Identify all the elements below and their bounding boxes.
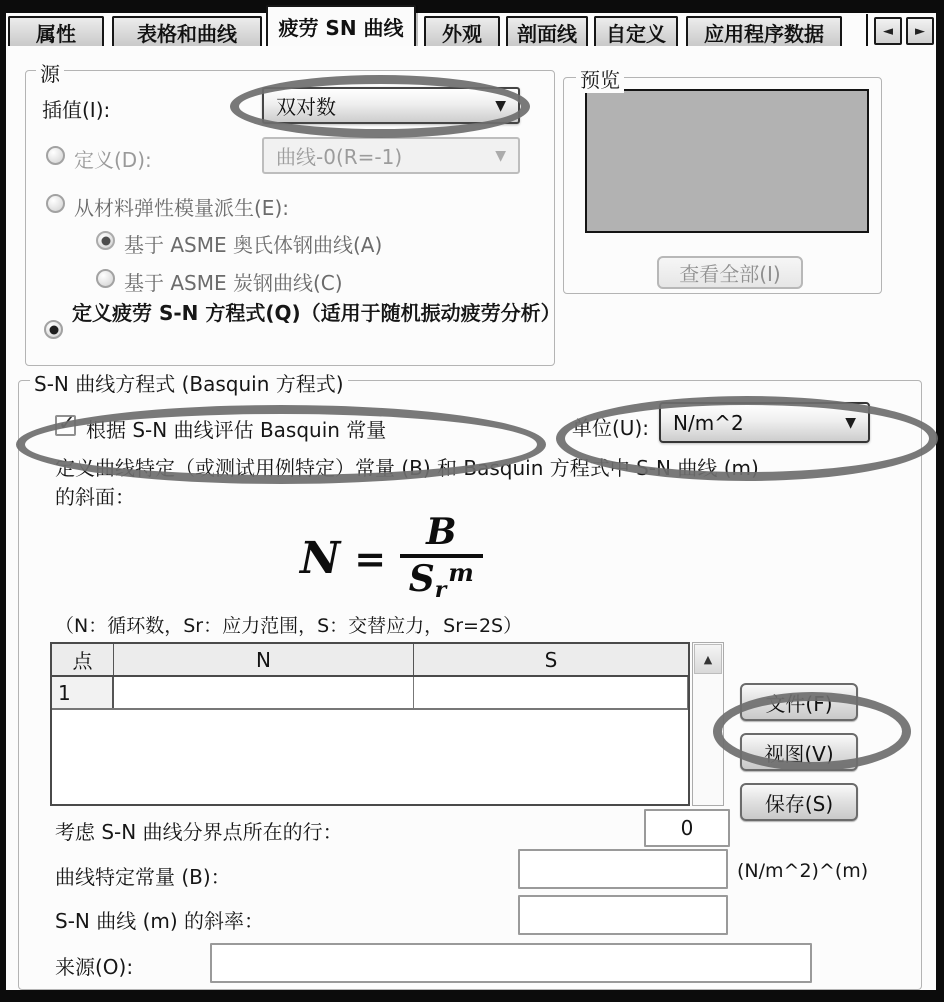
chevron-down-icon: ▼ [495, 97, 506, 114]
origin-label: 来源(O): [55, 955, 134, 979]
constant-b-input[interactable] [518, 849, 728, 889]
breakpoint-row-label: 考虑 S-N 曲线分界点所在的行： [55, 820, 343, 844]
formula-denom-exp: m [448, 558, 474, 587]
interpolation-label: 插值(I): [42, 98, 111, 122]
tab-scroll-left-button[interactable] [874, 17, 902, 45]
table-header-n: N [114, 644, 414, 675]
asme-carbon-radio[interactable] [96, 269, 115, 288]
formula-lhs: N [300, 533, 341, 584]
define-curve-dropdown[interactable] [262, 137, 520, 174]
unit-value: N/m^2 [673, 410, 744, 435]
check-icon: ✓ [58, 411, 76, 435]
table-header-s: S [544, 647, 558, 672]
tab-appearance[interactable]: 外观 [424, 16, 500, 46]
slope-m-input[interactable] [518, 895, 728, 935]
description-line1: 定义曲线特定（或测试用例特定）常量 (B) 和 Basquin 方程式中 S-N 曲线 (m) [55, 456, 759, 480]
table-header-point: 点 [52, 644, 114, 675]
save-button[interactable]: 保存(S) [740, 783, 858, 821]
description-line2: 的斜面： [55, 485, 135, 509]
view-button[interactable]: 视图(V) [740, 733, 858, 771]
preview-group-title: 预览 [576, 64, 624, 93]
preview-image [585, 89, 869, 233]
formula-numerator: B [400, 512, 482, 558]
formula-fraction [400, 512, 482, 605]
constant-b-label: 曲线特定常量 (B)： [55, 865, 231, 889]
formula-equals: = [354, 536, 387, 581]
tab-custom[interactable]: 自定义 [594, 16, 678, 46]
asme-austenitic-label: 基于 ASME 奥氏体钢曲线(A) [124, 233, 383, 257]
basquin-formula [300, 512, 483, 605]
table-cell-n[interactable] [114, 677, 414, 708]
unit-dropdown[interactable] [659, 402, 870, 443]
interpolation-value: 双对数 [276, 95, 336, 119]
table-cell-s[interactable] [414, 677, 688, 708]
tab-scroll-right-icon: ► [915, 23, 925, 39]
scroll-up-button[interactable] [694, 644, 722, 674]
tab-application-data[interactable]: 应用程序数据 [686, 16, 842, 46]
source-group-title: 源 [36, 58, 64, 87]
tab-scroll-right-button[interactable] [906, 17, 934, 45]
asme-austenitic-radio[interactable] [96, 231, 115, 250]
evaluate-basquin-label: 根据 S-N 曲线评估 Basquin 常量 [86, 418, 387, 442]
tab-section-line[interactable]: 剖面线 [506, 16, 588, 46]
tab-fatigue-sn-curve[interactable]: 疲劳 SN 曲线 [266, 5, 416, 46]
formula-denom-base: S [408, 558, 435, 600]
interpolation-dropdown[interactable] [262, 87, 520, 124]
derive-from-modulus-radio[interactable] [46, 194, 65, 213]
sn-points-table [50, 642, 690, 806]
tab-separator [866, 14, 868, 46]
define-curve-value: 曲线-0(R=-1) [276, 145, 403, 169]
chevron-down-icon: ▼ [495, 147, 506, 164]
formula-note: （N：循环数，Sr：应力范围，S：交替应力，Sr=2S） [55, 615, 523, 637]
tab-scroll-left-icon: ◄ [883, 23, 893, 39]
chevron-down-icon: ▼ [845, 414, 856, 431]
table-row [52, 677, 688, 710]
view-all-button[interactable]: 查看全部(I) [657, 256, 803, 289]
constant-b-unit-label: (N/m^2)^(m) [737, 860, 869, 882]
evaluate-basquin-checkbox[interactable] [55, 411, 76, 436]
asme-carbon-label: 基于 ASME 炭钢曲线(C) [124, 271, 343, 295]
define-sn-equation-radio[interactable] [44, 320, 63, 339]
slope-m-label: S-N 曲线 (m) 的斜率： [55, 909, 265, 933]
formula-denominator [409, 558, 474, 605]
define-label: 定义(D): [74, 148, 152, 172]
scroll-up-icon: ▲ [703, 652, 713, 666]
define-radio[interactable] [46, 146, 65, 165]
tab-tables-and-curves[interactable]: 表格和曲线 [112, 16, 262, 46]
formula-denom-sub: r [434, 577, 447, 603]
sn-equation-group-title: S-N 曲线方程式 (Basquin 方程式) [30, 368, 348, 397]
define-sn-equation-label: 定义疲劳 S-N 方程式(Q)（适用于随机振动疲劳分析） [72, 301, 561, 325]
file-button[interactable]: 文件(F) [740, 683, 858, 721]
origin-input[interactable] [210, 943, 812, 983]
derive-from-modulus-label: 从材料弹性模量派生(E): [74, 196, 289, 220]
table-header-row [52, 644, 688, 677]
unit-label: 单位(U): [572, 416, 649, 440]
breakpoint-row-input[interactable] [644, 809, 730, 847]
table-scrollbar[interactable] [692, 642, 724, 806]
tab-properties[interactable]: 属性 [8, 16, 104, 46]
table-cell-point: 1 [52, 677, 114, 708]
